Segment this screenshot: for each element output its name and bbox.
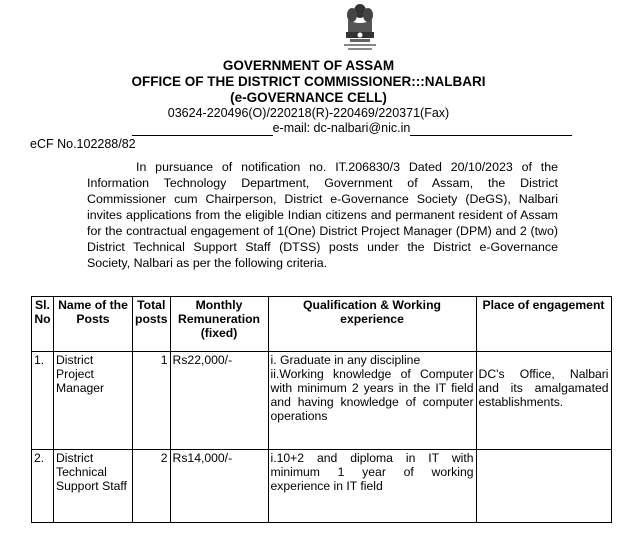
header-sl-no: Sl. No xyxy=(32,297,54,352)
row-remuneration: Rs14,000/- xyxy=(170,450,268,523)
left-rule xyxy=(132,124,273,136)
header-cell: (e-GOVERNANCE CELL) xyxy=(230,90,387,105)
qualification-item: i. Graduate in any discipline xyxy=(270,353,421,367)
row-sl-no: 2. xyxy=(32,450,54,523)
header-place: Place of engagement xyxy=(476,297,611,352)
row-place xyxy=(476,450,611,523)
row-post-name: District Project Manager xyxy=(54,352,133,450)
header-qualification: Qualification & Working experience xyxy=(268,297,476,352)
header-phone-numbers: 03624-220496(O)/220218(R)-220469/220371(Fax) xyxy=(167,106,450,120)
row-place xyxy=(476,352,611,450)
reference-number: eCF No.102288/82 xyxy=(30,137,136,151)
table-row xyxy=(32,352,612,450)
header-government: GOVERNMENT OF ASSAM xyxy=(222,58,395,73)
header-remuneration: Monthly Remuneration (fixed) xyxy=(170,297,268,352)
row-total-posts: 2 xyxy=(133,450,171,523)
header-office: OFFICE OF THE DISTRICT COMMISSIONER:::NALBARI xyxy=(131,74,486,89)
place-text: DC's Office, Nalbari and its amalgamated establishments. xyxy=(478,367,609,409)
qualification-item: ii.Working knowledge of Computer with minimum 2 years in the IT field and having knowledge of computer operations xyxy=(270,367,474,423)
row-qualification xyxy=(268,352,476,450)
row-remuneration: Rs22,000/- xyxy=(170,352,268,450)
notice-paragraph: In pursuance of notification no. IT.206830/3 Dated 20/10/2023 of the Information Technology Department, Government of Assam, the District Commissioner cum Chairperson, District e-Governance Society (DeGS), Nalbari invites applications from the eligible Indian citizens and permanent resident of Assam for the contractual engagement of 1(One) District Project Manager (DPM) and 2 (two) District Technical Support Staff (DTSS) posts under the District e-Governance Society, Nalbari as per the following criteria. xyxy=(87,160,558,270)
table-row xyxy=(32,450,612,523)
posts-table xyxy=(31,296,612,523)
header-post-name: Name of the Posts xyxy=(54,297,133,352)
row-sl-no: 1. xyxy=(32,352,54,450)
right-rule xyxy=(410,124,572,136)
row-qualification xyxy=(268,450,476,523)
email-row xyxy=(132,121,572,136)
header-email: e-mail: dc-nalbari@nic.in xyxy=(272,121,411,135)
national-emblem-icon xyxy=(340,2,380,54)
row-post-name: District Technical Support Staff xyxy=(54,450,133,523)
header-total-posts: Total posts xyxy=(133,297,171,352)
table-header-row xyxy=(32,297,612,352)
row-total-posts: 1 xyxy=(133,352,171,450)
qualification-item: i.10+2 and diploma in IT with minimum 1 year of working experience in IT field xyxy=(270,451,474,493)
